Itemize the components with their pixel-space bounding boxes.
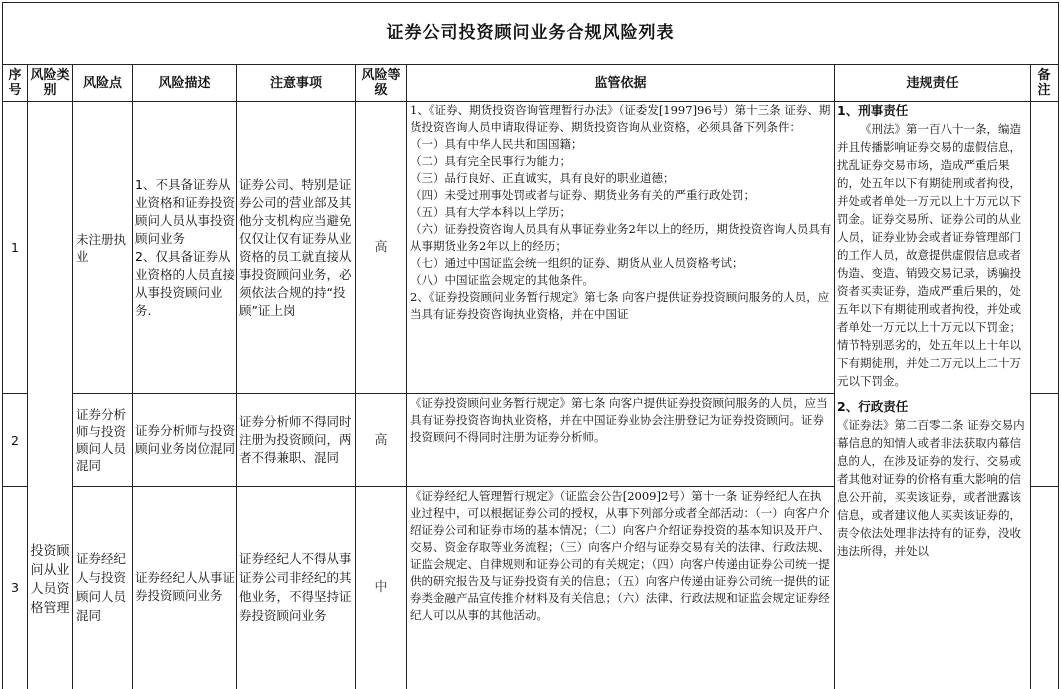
header-notes: 注意事项 xyxy=(269,75,322,91)
grid-line xyxy=(1030,486,1058,487)
criminal-liability-text: 《刑法》第一百八十一条，编造并且传播影响证券交易的虚假信息，扰乱证券交易市场，造成严重后果的，处五年以下有期徒刑或者拘役，并处或者单处一万元以上十万元以下罚金。证券交易所、证券公司的从业人员，证券业协会或者证券管理部门的工作人员，故意提供虚假信息或者伪造、变造、销毁交易记录，诱骗投资者买卖证券，造成严重后果的，处五年以下有期徒刑或者拘役，并处或者单处一万元以上十万元以下罚金；情节特别恶劣的，处五年以上十年以下有期徒刑，并处二万元以上二十万元以下罚金。 xyxy=(837,122,1021,388)
row-2-description: 证券分析师与投资顾问业务岗位混同 xyxy=(135,423,235,456)
header-seq: 序号 xyxy=(8,68,22,98)
liability-cell xyxy=(837,102,1028,689)
grid-line xyxy=(1030,393,1058,394)
header-point: 风险点 xyxy=(82,75,122,91)
grid-line xyxy=(406,64,407,689)
row-3-notes: 证券经纪人不得从事证券公司非经纪的其他业务，不得坚持证券投资顾问业务 xyxy=(239,551,352,623)
grid-line xyxy=(27,64,28,689)
criminal-liability-heading: 1、刑事责任 xyxy=(837,103,909,118)
row-1-description: 1、不具备证券从业资格和证券投资顾问人员从事投资顾问业务 2、仅具备证券从业资格的人员直接从事投资顾问业务. xyxy=(135,176,235,318)
row-2-notes: 证券分析师不得同时注册为投资顾问，两者不得兼职、混同 xyxy=(239,414,352,465)
row-3-seq: 3 xyxy=(11,579,19,595)
row-1-seq: 1 xyxy=(11,240,19,255)
header-category: 风险类别 xyxy=(30,68,70,98)
risk-category: 投资顾问从业人员资格管理 xyxy=(30,544,70,616)
header-remark: 备注 xyxy=(1037,68,1051,98)
row-1-notes: 证券公司、特别是证券公司的营业部及其他分支机构应当避免仅仅让仅有证券从业资格的员工就直接从事投资顾问业务，必须依法合规的持“投顾”证上岗 xyxy=(239,176,352,318)
row-2-basis: 《证券投资顾问业务暂行规定》第七条 向客户提供证券投资顾问服务的人员，应当具有证券投资咨询执业资格，并在中国证券业协会注册登记为证券投资顾问。证券投资顾问不得同时注册为证券分析师。 xyxy=(410,396,828,444)
admin-liability-text: 《证券法》第二百零二条 证券交易内幕信息的知情人或者非法获取内幕信息的人，在涉及证券的发行、交易或者其他对证券的价格有重大影响的信息公开前，买卖该证券，或者泄露该信息，或者建议他人买卖该证券的，责令依法处理非法持有的证券，没收违法所得，并处以 xyxy=(837,418,1025,558)
row-3-basis: 《证券经纪人管理暂行规定》（证监会公告[2009]2号）第十一条 证券经纪人在执业过程中，可以根据证券公司的授权，从事下列部分或者全部活动：（一）向客户介绍证券公司和证券市场的基本情况；（二）向客户介绍证券投资的基本知识及开户、交易、资金存取等业务流程；（三）向客户介绍与证券交易有关的法律、行政法规、证监会规定、自律规则和证券公司的有关规定；（四）向客户传递由证券公司统一提供的研究报告及与证券投资有关的信息；（五）向客户传递由证券公司统一提供的证券类金融产品宣传推介材料及有关信息；（六）法律、行政法规和证监会规定证券经纪人可以从事的其他活动。 xyxy=(410,489,830,622)
header-description: 风险描述 xyxy=(158,75,211,91)
page-title: 证券公司投资顾问业务合规风险列表 xyxy=(386,23,675,43)
grid-line xyxy=(1058,2,1059,689)
row-2-level: 高 xyxy=(374,432,388,448)
grid-line xyxy=(1030,64,1031,689)
grid-line xyxy=(236,64,237,689)
grid-line xyxy=(132,64,133,689)
grid-line xyxy=(834,64,835,689)
row-2-point: 证券分析师与投资顾问人员混同 xyxy=(76,407,127,473)
row-1-basis: 1、《证券、期货投资咨询管理暂行办法》（证委发[1997]96号）第十三条 证券、期货投资咨询人员申请取得证券、期货投资咨询从业资格，必须具备下列条件： （一）具有中华人民共和国国籍； （二）具有完全民事行为能力； （三）品行良好、正直诚实，具有良好的职业道德； （四）未受过刑事处罚或者与证券、期货业务有关的严重行政处罚； （五）具有大学本科以上学历； （六）证券投资咨询人员具有从事证券业务2年以上的经历，期货投资咨询人员具有从事期货业务2年以上的经历； （七）通过中国证监会统一组织的证券、期货从业人员资格考试； （八）中国证监会规定的其他条件。 2、《证券投资顾问业务暂行规定》第七条 向客户提供证券投资顾问服务的人员，应当具有证券投资咨询执业资格，并在中国证 xyxy=(410,103,832,321)
row-2-seq: 2 xyxy=(11,432,19,448)
row-1-level: 高 xyxy=(374,240,388,255)
grid-line xyxy=(72,64,73,689)
row-3-level: 中 xyxy=(374,579,388,595)
admin-liability-heading: 2、行政责任 xyxy=(837,399,909,414)
grid-line xyxy=(2,2,1058,3)
header-liability: 违规责任 xyxy=(906,75,959,91)
row-3-description: 证券经纪人从事证券投资顾问业务 xyxy=(135,570,235,603)
header-level: 风险等级 xyxy=(361,68,401,98)
header-basis: 监管依据 xyxy=(594,75,647,91)
row-3-point: 证券经纪人与投资顾问人员混同 xyxy=(76,551,127,623)
row-1-point: 未注册执业 xyxy=(76,231,127,264)
